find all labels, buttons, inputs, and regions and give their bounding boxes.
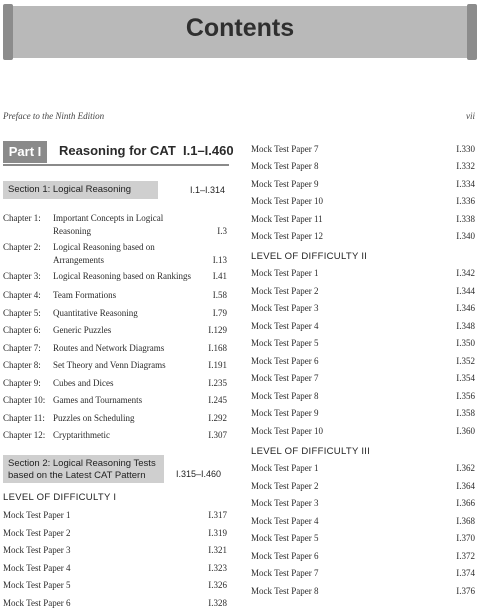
test-page: I.350 [456, 338, 475, 348]
test-page: I.336 [456, 196, 475, 207]
test-page: I.360 [456, 425, 475, 436]
test-title: Mock Test Paper 11 [251, 213, 323, 224]
test-title: Mock Test Paper 5 [3, 580, 71, 590]
chapter-title [53, 289, 116, 302]
test-page: I.340 [456, 231, 475, 241]
section2-title-line2: based on the Latest CAT Pattern [8, 470, 146, 481]
chapter-page: I.58 [212, 290, 227, 300]
section2-box[interactable] [3, 455, 164, 483]
level1-test-entry[interactable] [251, 144, 475, 158]
test-title: Mock Test Paper 4 [3, 562, 71, 573]
test-title: Mock Test Paper 1 [251, 463, 319, 473]
test-title: Mock Test Paper 6 [251, 550, 319, 561]
level2-test-entry[interactable] [251, 268, 475, 282]
chapter-entry[interactable] [3, 394, 227, 408]
chapter-entry[interactable] [3, 241, 227, 267]
test-title: Mock Test Paper 2 [3, 527, 71, 538]
test-page: I.370 [456, 533, 475, 543]
part-rule [3, 164, 229, 166]
test-title: Mock Test Paper 5 [251, 533, 319, 543]
test-page: I.352 [456, 355, 475, 366]
test-page: I.321 [208, 545, 227, 555]
chapter-title-line: Logical Reasoning based on Rankings [53, 271, 191, 281]
chapter-entry[interactable] [3, 342, 227, 356]
level2-test-entry[interactable] [251, 356, 475, 370]
section1-range: I.1–I.314 [190, 185, 226, 195]
chapter-title [53, 359, 166, 372]
test-page: I.338 [456, 213, 475, 224]
chapter-title-line: Games and Tournaments [53, 395, 143, 405]
chapter-title-line: Logical Reasoning based on [53, 242, 155, 252]
chapter-title-line: Arrangements [53, 255, 104, 265]
level1-test-entry[interactable] [3, 528, 227, 542]
level1-test-entry[interactable] [3, 545, 227, 559]
level3-test-entry[interactable] [251, 481, 475, 495]
chapter-page: I.307 [208, 430, 227, 440]
part-range: I.1–I.460 [183, 143, 234, 158]
test-page: I.372 [456, 550, 475, 561]
test-title: Mock Test Paper 5 [251, 338, 319, 348]
level2-test-entry[interactable] [251, 303, 475, 317]
part-heading [3, 141, 234, 163]
level1-test-entry[interactable] [3, 510, 227, 524]
chapter-title-line: Routes and Network Diagrams [53, 343, 165, 353]
chapter-title [53, 307, 138, 320]
level1-test-entry[interactable] [251, 179, 475, 193]
test-page: I.356 [456, 390, 475, 401]
chapter-entry[interactable] [3, 324, 227, 338]
preface-entry[interactable] [3, 111, 475, 125]
test-title: Mock Test Paper 8 [251, 161, 319, 172]
chapter-entry[interactable] [3, 270, 227, 284]
test-title: Mock Test Paper 3 [3, 545, 71, 555]
chapter-page: I.191 [208, 360, 227, 370]
test-page: I.334 [456, 178, 475, 189]
test-page: I.330 [456, 144, 475, 154]
chapter-page: I.79 [212, 308, 227, 318]
level1-test-entry[interactable] [3, 580, 227, 594]
test-title: Mock Test Paper 7 [251, 144, 319, 154]
level1-heading: LEVEL OF DIFFICULTY I [3, 492, 117, 503]
level2-test-entry[interactable] [251, 391, 475, 405]
chapter-entry[interactable] [3, 377, 227, 391]
test-title: Mock Test Paper 7 [251, 373, 319, 383]
test-page: I.368 [456, 515, 475, 526]
test-title: Mock Test Paper 12 [251, 231, 323, 241]
chapter-entry[interactable] [3, 307, 227, 321]
test-page: I.332 [456, 161, 475, 172]
level3-test-entry[interactable] [251, 516, 475, 530]
chapter-title [53, 377, 114, 390]
chapter-entry[interactable] [3, 289, 227, 303]
chapter-label: Chapter 4: [3, 290, 41, 300]
test-title: Mock Test Paper 6 [3, 597, 71, 608]
test-page: I.376 [456, 585, 475, 596]
level1-test-entry[interactable] [251, 196, 475, 210]
chapter-page: I.41 [212, 271, 227, 281]
chapter-title-line: Quantitative Reasoning [53, 308, 138, 318]
chapter-title [53, 324, 111, 337]
chapter-page: I.13 [212, 255, 227, 265]
chapter-title-line: Puzzles on Scheduling [53, 413, 135, 423]
section1-box[interactable] [3, 181, 158, 199]
test-title: Mock Test Paper 1 [251, 268, 319, 278]
test-title: Mock Test Paper 10 [251, 196, 323, 207]
level2-heading: LEVEL OF DIFFICULTY II [251, 251, 368, 262]
chapter-entry[interactable] [3, 212, 227, 238]
test-title: Mock Test Paper 7 [251, 568, 319, 578]
chapter-title-line: Team Formations [53, 290, 117, 300]
chapter-title [53, 412, 135, 425]
test-title: Mock Test Paper 3 [251, 303, 319, 313]
chapter-label: Chapter 5: [3, 308, 41, 318]
test-page: I.319 [208, 527, 227, 538]
section2-range: I.315–I.460 [176, 469, 222, 479]
test-page: I.366 [456, 498, 475, 508]
chapter-page: I.235 [208, 378, 227, 388]
level3-test-entry[interactable] [251, 533, 475, 547]
chapter-entry[interactable] [3, 412, 227, 426]
level2-test-entry[interactable] [251, 321, 475, 335]
test-page: I.326 [208, 580, 227, 590]
chapter-label: Chapter 2: [3, 242, 41, 252]
test-page: I.354 [456, 373, 475, 383]
test-title: Mock Test Paper 8 [251, 585, 319, 596]
chapter-title-line: Reasoning [53, 226, 91, 236]
chapter-title [53, 429, 110, 442]
chapter-title-line: Important Concepts in Logical [53, 213, 164, 223]
page-title: Contents [185, 14, 295, 42]
chapter-label: Chapter 1: [3, 213, 41, 223]
level3-heading: LEVEL OF DIFFICULTY III [251, 446, 371, 457]
chapter-label: Chapter 3: [3, 271, 41, 281]
chapter-title-line: Cubes and Dices [53, 378, 114, 388]
test-page: I.328 [208, 597, 227, 608]
chapter-label: Chapter 10: [3, 395, 46, 405]
test-page: I.364 [456, 480, 475, 491]
test-page: I.346 [456, 303, 475, 313]
chapter-title-line: Generic Puzzles [53, 325, 112, 335]
level2-test-entry[interactable] [251, 373, 475, 387]
chapter-page: I.3 [217, 226, 227, 236]
contents-banner [0, 0, 480, 60]
preface-page: vii [466, 111, 475, 121]
chapter-page: I.168 [208, 343, 227, 353]
level3-test-entry[interactable] [251, 586, 475, 600]
test-title: Mock Test Paper 9 [251, 178, 319, 189]
test-page: I.344 [456, 285, 475, 296]
section1-title: Section 1: Logical Reasoning [8, 184, 132, 195]
test-page: I.358 [456, 408, 475, 418]
preface-label: Preface to the Ninth Edition [3, 111, 105, 121]
chapter-title [53, 212, 163, 238]
chapter-title-line: Cryptarithmetic [53, 430, 110, 440]
level3-test-entry[interactable] [251, 498, 475, 512]
level2-test-entry[interactable] [251, 286, 475, 300]
chapter-title [53, 342, 164, 355]
test-page: I.317 [208, 510, 227, 520]
test-page: I.374 [456, 568, 475, 578]
level1-test-entry[interactable] [251, 231, 475, 245]
level1-test-entry[interactable] [3, 563, 227, 577]
chapter-label: Chapter 6: [3, 325, 41, 335]
test-title: Mock Test Paper 6 [251, 355, 319, 366]
chapter-page: I.245 [208, 395, 227, 405]
chapter-label: Chapter 9: [3, 378, 41, 388]
chapter-title [53, 241, 155, 267]
chapter-title-line: Set Theory and Venn Diagrams [53, 360, 166, 370]
test-title: Mock Test Paper 2 [251, 480, 319, 491]
test-title: Mock Test Paper 4 [251, 320, 319, 331]
test-title: Mock Test Paper 4 [251, 515, 319, 526]
test-title: Mock Test Paper 2 [251, 285, 319, 296]
chapter-title [53, 394, 142, 407]
level3-test-entry[interactable] [251, 551, 475, 565]
test-title: Mock Test Paper 9 [251, 408, 319, 418]
test-page: I.362 [456, 463, 475, 473]
level2-test-entry[interactable] [251, 426, 475, 440]
test-title: Mock Test Paper 8 [251, 390, 319, 401]
part-name-text: Reasoning for CAT [59, 143, 176, 158]
test-page: I.348 [456, 320, 475, 331]
level1-test-entry[interactable] [251, 214, 475, 228]
level2-test-entry[interactable] [251, 408, 475, 422]
chapter-title [53, 270, 191, 283]
level1-test-entry[interactable] [251, 161, 475, 175]
level2-test-entry[interactable] [251, 338, 475, 352]
chapter-label: Chapter 12: [3, 430, 46, 440]
chapter-label: Chapter 7: [3, 343, 41, 353]
level3-test-entry[interactable] [251, 463, 475, 477]
chapter-page: I.292 [208, 413, 227, 423]
test-title: Mock Test Paper 1 [3, 510, 71, 520]
test-page: I.323 [208, 562, 227, 573]
part-name [59, 143, 234, 158]
test-title: Mock Test Paper 3 [251, 498, 319, 508]
chapter-entry[interactable] [3, 359, 227, 373]
part-tag: Part I [3, 141, 47, 163]
chapter-page: I.129 [208, 325, 227, 335]
test-page: I.342 [456, 268, 475, 278]
chapter-entry[interactable] [3, 429, 227, 443]
section2-title-line1: Section 2: Logical Reasoning Tests [8, 458, 156, 469]
chapter-label: Chapter 11: [3, 413, 45, 423]
level3-test-entry[interactable] [251, 568, 475, 582]
level1-test-entry[interactable] [3, 598, 227, 612]
chapter-label: Chapter 8: [3, 360, 41, 370]
test-title: Mock Test Paper 10 [251, 425, 323, 436]
